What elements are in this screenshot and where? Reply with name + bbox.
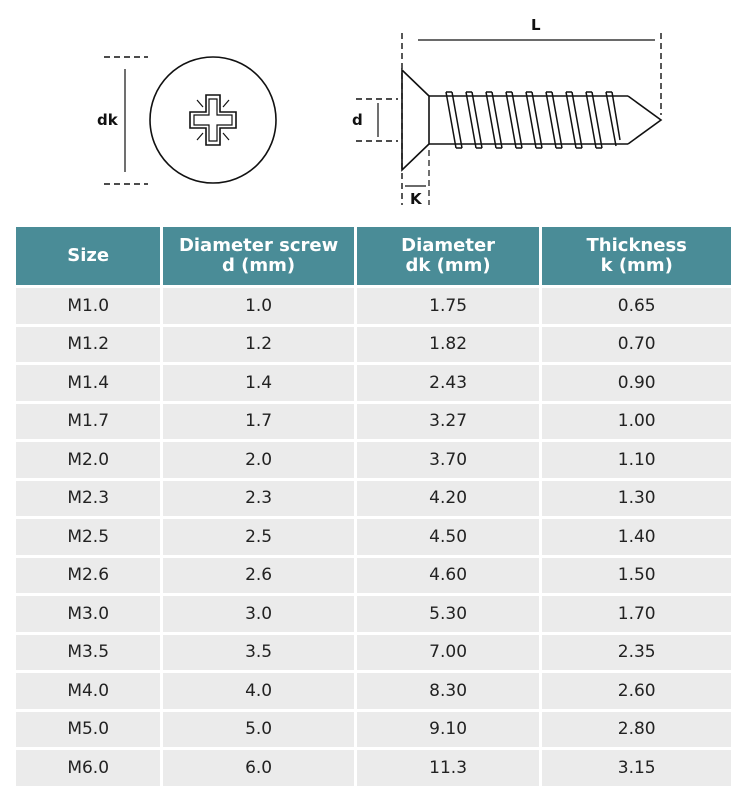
- cell-thickness: 0.90: [542, 365, 731, 401]
- cell-thickness: 1.10: [542, 442, 731, 478]
- cell-thickness: 1.50: [542, 558, 731, 594]
- screw-spec-table: [13, 224, 734, 789]
- cell-size: M3.0: [16, 596, 160, 632]
- cell-diameter-dk: 8.30: [357, 673, 540, 709]
- table-row: [16, 673, 731, 709]
- cell-diameter-screw: 2.5: [163, 519, 353, 555]
- cell-diameter-dk: 4.60: [357, 558, 540, 594]
- cell-diameter-screw: 3.5: [163, 635, 353, 671]
- table-row: [16, 442, 731, 478]
- cell-diameter-dk: 4.20: [357, 481, 540, 517]
- cell-thickness: 1.00: [542, 404, 731, 440]
- header-diameter-dk-line2: dk (mm): [405, 255, 491, 276]
- cell-diameter-screw: 2.0: [163, 442, 353, 478]
- table-row: [16, 365, 731, 401]
- cell-diameter-dk: 5.30: [357, 596, 540, 632]
- cell-diameter-screw: 4.0: [163, 673, 353, 709]
- cell-diameter-screw: 5.0: [163, 712, 353, 748]
- cell-size: M1.2: [16, 327, 160, 363]
- dk-label: dk: [97, 111, 118, 129]
- cell-size: M2.5: [16, 519, 160, 555]
- header-size: [16, 227, 160, 285]
- cell-thickness: 0.70: [542, 327, 731, 363]
- cell-diameter-dk: 2.43: [357, 365, 540, 401]
- cell-size: M3.5: [16, 635, 160, 671]
- cell-diameter-dk: 7.00: [357, 635, 540, 671]
- cell-size: M1.4: [16, 365, 160, 401]
- cell-diameter-dk: 3.27: [357, 404, 540, 440]
- cell-thickness: 2.60: [542, 673, 731, 709]
- cell-size: M2.3: [16, 481, 160, 517]
- cell-size: M2.0: [16, 442, 160, 478]
- cell-thickness: 3.15: [542, 750, 731, 786]
- cell-thickness: 0.65: [542, 288, 731, 324]
- cell-diameter-screw: 1.0: [163, 288, 353, 324]
- cell-thickness: 1.30: [542, 481, 731, 517]
- table-row: [16, 558, 731, 594]
- table-row: [16, 635, 731, 671]
- header-diameter-screw-line1: Diameter screw: [178, 235, 339, 256]
- cell-diameter-screw: 2.3: [163, 481, 353, 517]
- table-header: [16, 227, 731, 285]
- d-label: d: [352, 111, 363, 129]
- screw-drawing: [0, 0, 750, 215]
- table-row: [16, 750, 731, 786]
- cell-diameter-dk: 11.3: [357, 750, 540, 786]
- cell-thickness: 1.70: [542, 596, 731, 632]
- table-row: [16, 404, 731, 440]
- header-diameter-screw: [163, 227, 353, 285]
- header-thickness-line2: k (mm): [600, 255, 673, 276]
- cell-diameter-dk: 9.10: [357, 712, 540, 748]
- cell-size: M1.7: [16, 404, 160, 440]
- cell-size: M5.0: [16, 712, 160, 748]
- cell-size: M6.0: [16, 750, 160, 786]
- table-row: [16, 519, 731, 555]
- cell-diameter-screw: 6.0: [163, 750, 353, 786]
- cell-diameter-dk: 1.75: [357, 288, 540, 324]
- table-row: [16, 288, 731, 324]
- header-diameter-dk-line1: Diameter: [401, 235, 496, 256]
- cell-thickness: 2.35: [542, 635, 731, 671]
- cell-diameter-dk: 4.50: [357, 519, 540, 555]
- cell-size: M2.6: [16, 558, 160, 594]
- cell-diameter-screw: 1.4: [163, 365, 353, 401]
- cell-diameter-dk: 1.82: [357, 327, 540, 363]
- header-thickness-line1: Thickness: [586, 235, 687, 256]
- cell-diameter-screw: 1.2: [163, 327, 353, 363]
- cell-thickness: 2.80: [542, 712, 731, 748]
- cell-size: M4.0: [16, 673, 160, 709]
- screw-side-view: [356, 33, 661, 205]
- table-body: [16, 288, 731, 786]
- l-label: L: [531, 16, 541, 34]
- header-diameter-dk: [357, 227, 540, 285]
- screw-diagram: [0, 0, 750, 215]
- header-row: [16, 227, 731, 285]
- table-row: [16, 712, 731, 748]
- cell-diameter-screw: 2.6: [163, 558, 353, 594]
- cell-diameter-dk: 3.70: [357, 442, 540, 478]
- header-diameter-screw-line2: d (mm): [222, 255, 296, 276]
- header-thickness: [542, 227, 731, 285]
- cell-size: M1.0: [16, 288, 160, 324]
- cell-thickness: 1.40: [542, 519, 731, 555]
- cell-diameter-screw: 1.7: [163, 404, 353, 440]
- head-top-view: [104, 57, 276, 184]
- table-row: [16, 327, 731, 363]
- k-label: K: [410, 190, 422, 208]
- cell-diameter-screw: 3.0: [163, 596, 353, 632]
- table-row: [16, 481, 731, 517]
- header-size-line1: Size: [67, 245, 110, 266]
- table-row: [16, 596, 731, 632]
